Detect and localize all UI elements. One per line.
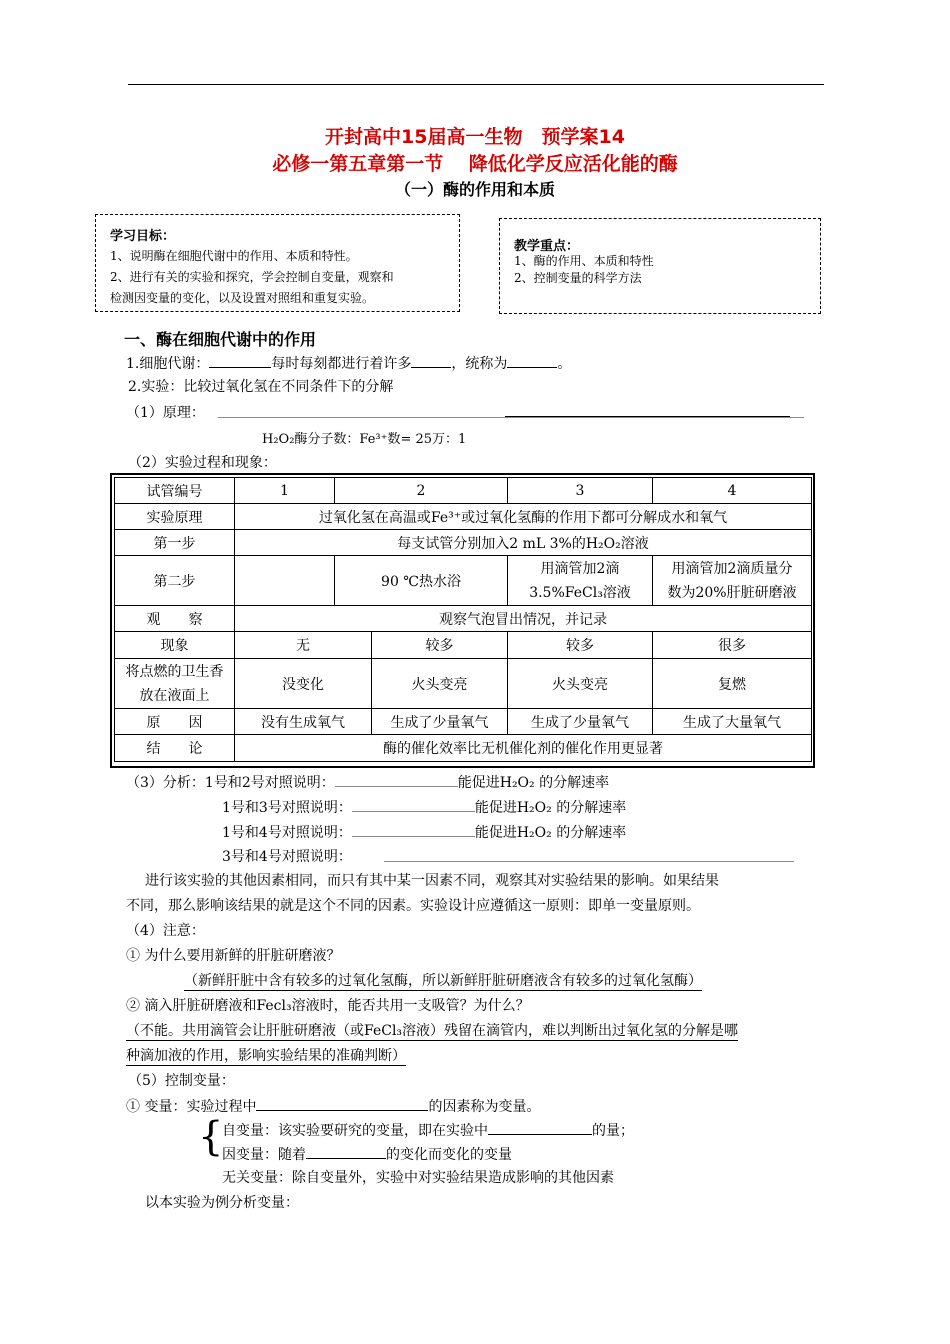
analysis-suffix: 能促进H₂O₂ 的分解速率 (474, 800, 627, 816)
cell: 生成了少量氧气 (372, 709, 508, 735)
blank (411, 352, 451, 368)
focus-title: 教学重点： (514, 239, 580, 254)
cell-label: 第一步 (115, 530, 235, 556)
page-title: 开封高中15届高一生物 预学案14 (325, 126, 625, 148)
note-question-1: ① 为什么要用新鲜的肝脏研磨液？ (126, 948, 341, 964)
experiment-table (114, 477, 812, 762)
goals-line-3: 检测因变量的变化，以及设置对照组和重复实验。 (110, 291, 375, 305)
cell-label (115, 659, 235, 709)
variable-text-b: 的因素称为变量。 (428, 1099, 541, 1115)
iv-text-b: 的量； (592, 1123, 634, 1139)
analysis-row-2 (222, 796, 626, 817)
example-label: 以本实验为例分析变量： (145, 1195, 299, 1211)
dv-text-a: 因变量：随着 (222, 1147, 306, 1163)
note-answer-2-line-1: （不能。共用滴管会让肝脏研磨液（或FeCl₃溶液）残留在滴管内，难以判断出过氧化氢的分解是哪 (126, 1020, 738, 1041)
cell: 过氧化氢在高温或Fe³⁺或过氧化氢酶的作用下都可分解成水和氧气 (235, 504, 812, 530)
cell-line: 数为20%肝脏研磨液 (667, 584, 797, 601)
blank (209, 352, 271, 368)
cell: 火头变亮 (372, 659, 508, 709)
q1-text-b: 每时每刻都进行着许多 (271, 356, 412, 372)
table-row (115, 735, 812, 762)
note-answer-2-line-2: 种滴加液的作用，影响实验结果的准确判断） (126, 1045, 406, 1066)
cell-label: 原 因 (115, 709, 235, 735)
table-row (115, 556, 812, 606)
section-heading: 一、酶在细胞代谢中的作用 (124, 330, 317, 349)
ratio-text: H₂O₂酶分子数：Fe³⁺数= 25万：1 (262, 432, 467, 447)
cell-line: 用滴管加2滴质量分 (671, 560, 793, 577)
question-2: 2.实验：比较过氧化氢在不同条件下的分解 (128, 379, 394, 395)
cell: 3 (508, 478, 653, 504)
q1-text-d: 。 (557, 356, 572, 372)
note-answer-1: （新鲜肝脏中含有较多的过氧化氢酶，所以新鲜肝脏研磨液含有较多的过氧化氢酶） (184, 970, 702, 991)
cell-line: 将点燃的卫生香 (125, 663, 224, 680)
blank (335, 771, 458, 787)
analysis-suffix: 能促进H₂O₂ 的分解速率 (457, 775, 610, 791)
process-label: （2）实验过程和现象： (128, 455, 277, 471)
blank (352, 796, 475, 812)
analysis-row-1 (126, 771, 609, 792)
table-row (115, 478, 812, 504)
table-row (115, 530, 812, 556)
principle-blank-dark (505, 416, 790, 417)
cell: 复燃 (653, 659, 812, 709)
table-row (115, 709, 812, 735)
cell-line: 3.5%FeCl₃溶液 (529, 584, 631, 601)
page-subtitle: （一）酶的作用和本质 (394, 180, 555, 199)
q1-text-c: ，统称为 (451, 356, 508, 372)
analysis-label: 1号和4号对照说明： (222, 825, 352, 841)
cell: 火头变亮 (508, 659, 653, 709)
iv-text-a: 自变量：该实验要研究的变量，即在实验中 (222, 1123, 488, 1139)
blank (352, 821, 475, 837)
notes-label: （4）注意： (126, 923, 205, 939)
dependent-variable (222, 1143, 512, 1164)
analysis-label: （3）分析：1号和2号对照说明： (126, 775, 335, 791)
question-1 (126, 352, 571, 373)
table-row (115, 659, 812, 709)
variable-definition (126, 1095, 540, 1116)
goals-title: 学习目标： (110, 229, 176, 244)
blank (256, 1095, 428, 1111)
focus-line-1: 1、酶的作用、本质和特性 (514, 254, 654, 268)
principle-paragraph-2: 不同，那么影响该结果的就是这个不同的因素。实验设计应遵循这一原则：即单一变量原则。 (126, 898, 700, 914)
cell-label: 结 论 (115, 735, 235, 762)
learning-goals-box (95, 214, 460, 312)
principle-label: （1）原理： (126, 405, 205, 421)
extraneous-variable: 无关变量：除自变量外，实验中对实验结果造成影响的其他因素 (222, 1170, 614, 1186)
analysis-suffix: 能促进H₂O₂ 的分解速率 (474, 825, 627, 841)
cell-label: 试管编号 (115, 478, 235, 504)
cell: 较多 (372, 632, 508, 659)
cell-label: 现象 (115, 632, 235, 659)
table-row (115, 606, 812, 632)
cell: 观察气泡冒出情况，并记录 (235, 606, 812, 632)
principle-row (126, 402, 205, 422)
cell (235, 556, 335, 606)
cell-line: 用滴管加2滴 (540, 560, 620, 577)
cell: 4 (653, 478, 812, 504)
cell: 2 (335, 478, 508, 504)
dv-text-b: 的变化而变化的变量 (386, 1147, 512, 1163)
analysis-blank (384, 861, 794, 862)
teaching-focus-box (499, 218, 821, 314)
independent-variable (222, 1119, 634, 1140)
analysis-label: 3号和4号对照说明： (222, 849, 352, 865)
principle-paragraph-1: 进行该实验的其他因素相同，而只有其中某一因素不同，观察其对实验结果的影响。如果结果 (145, 873, 719, 889)
cell: 没有生成氧气 (235, 709, 372, 735)
blank (488, 1119, 592, 1135)
cell: 较多 (508, 632, 653, 659)
cell-line: 放在液面上 (139, 687, 210, 704)
cell: 每支试管分别加入2 mL 3%的H₂O₂溶液 (235, 530, 812, 556)
goals-line-1: 1、说明酶在细胞代谢中的作用、本质和特性。 (110, 249, 358, 263)
cell: 酶的催化效率比无机催化剂的催化作用更显著 (235, 735, 812, 762)
table-row (115, 632, 812, 659)
q1-text-a: 1.细胞代谢： (126, 356, 210, 372)
cell: 生成了少量氧气 (508, 709, 653, 735)
focus-line-2: 2、控制变量的科学方法 (514, 271, 642, 285)
cell (508, 556, 653, 606)
cell: 没变化 (235, 659, 372, 709)
header-rule (128, 84, 824, 85)
page-title-line2: 必修一第五章第一节 降低化学反应活化能的酶 (272, 153, 678, 175)
cell-label: 第二步 (115, 556, 235, 606)
variable-text-a: ① 变量：实验过程中 (126, 1099, 257, 1115)
cell-label: 实验原理 (115, 504, 235, 530)
brace-icon: { (198, 1114, 224, 1160)
principle-blank (218, 417, 804, 418)
cell: 1 (235, 478, 335, 504)
cell: 生成了大量氧气 (653, 709, 812, 735)
note-question-2: ② 滴入肝脏研磨液和Fecl₃溶液时，能否共用一支吸管？为什么？ (126, 998, 530, 1014)
blank (507, 352, 557, 368)
analysis-label: 1号和3号对照说明： (222, 800, 352, 816)
cell: 90 ℃热水浴 (335, 556, 508, 606)
control-label: （5）控制变量： (128, 1073, 235, 1089)
blank (306, 1143, 386, 1159)
cell: 无 (235, 632, 372, 659)
cell: 很多 (653, 632, 812, 659)
analysis-row-4 (222, 846, 352, 866)
analysis-row-3 (222, 821, 626, 842)
goals-line-2: 2、进行有关的实验和探究，学会控制自变量，观察和 (110, 270, 394, 284)
cell-label: 观 察 (115, 606, 235, 632)
table-row (115, 504, 812, 530)
cell (653, 556, 812, 606)
